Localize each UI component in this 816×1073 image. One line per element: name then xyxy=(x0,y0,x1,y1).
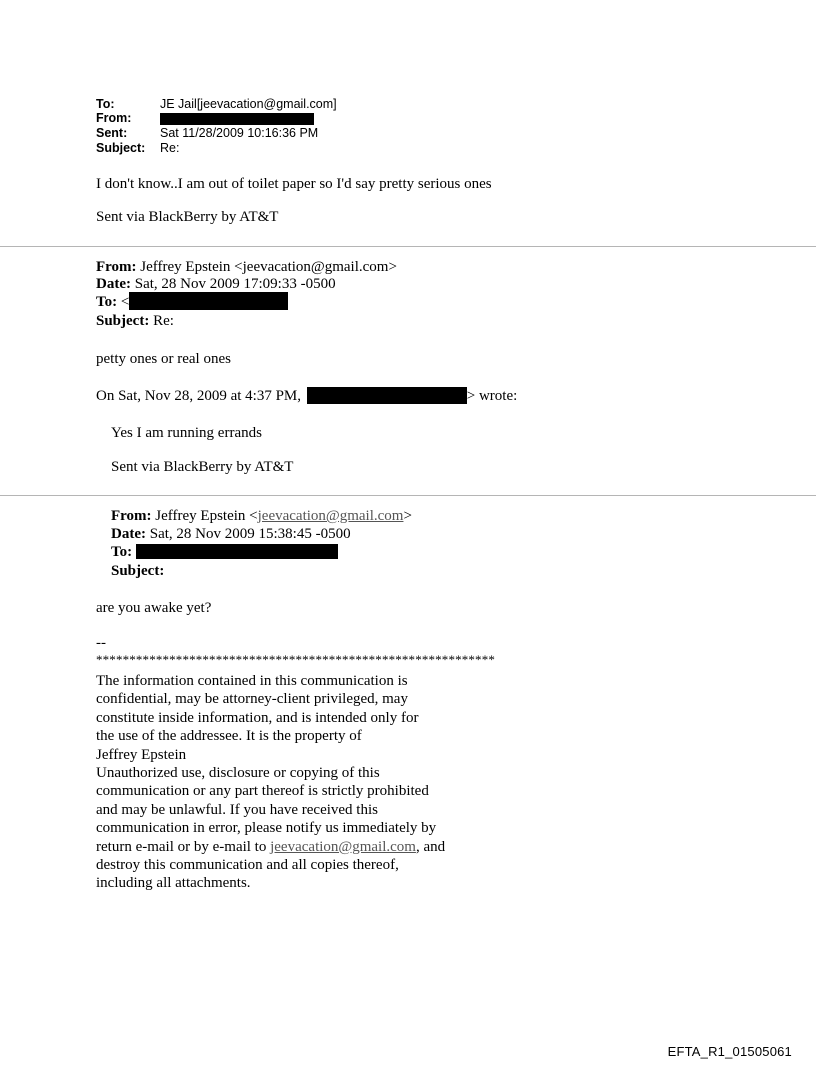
from-close: > xyxy=(403,508,412,524)
date-value: Sat, 28 Nov 2009 15:38:45 -0500 xyxy=(145,526,351,542)
disclaimer-line: the use of the addressee. It is the property of xyxy=(96,728,362,745)
message1-subject-row xyxy=(96,141,179,155)
sent-value: Sat 11/28/2009 10:16:36 PM xyxy=(160,126,319,140)
from-value: Jeffrey Epstein <jeevacation@gmail.com> xyxy=(136,259,397,275)
from-label: From: xyxy=(96,111,132,125)
quoted-body: Yes I am running errands xyxy=(111,425,262,441)
message1-signature: Sent via BlackBerry by AT&T xyxy=(96,209,279,225)
from-label: From: xyxy=(111,508,152,524)
sent-label: Sent: xyxy=(96,126,128,140)
message1-sent-row xyxy=(96,126,318,140)
disclaimer-line: destroy this communication and all copies thereof, xyxy=(96,857,399,874)
message3-body: are you awake yet? xyxy=(96,600,212,616)
signature-stars: ************************************************************ xyxy=(96,652,495,667)
quote-attribution xyxy=(96,387,517,405)
date-value: Sat, 28 Nov 2009 17:09:33 -0500 xyxy=(130,276,336,292)
to-value: JE Jail[jeevacation@gmail.com] xyxy=(160,97,337,111)
message3-date-row xyxy=(111,526,351,542)
message2-to-row xyxy=(96,294,288,310)
disclaimer-line: The information contained in this communication is xyxy=(96,673,408,689)
return-suffix: , and xyxy=(415,838,446,855)
message1-to-row xyxy=(96,97,337,111)
date-label: Date: xyxy=(96,276,131,292)
subject-value: Re: xyxy=(149,313,174,329)
message1-from-row xyxy=(96,111,314,125)
message3-to-row xyxy=(111,544,338,560)
subject-label: Subject: xyxy=(96,313,150,329)
separator-line xyxy=(0,246,816,247)
email-link[interactable]: jeevacation@gmail.com xyxy=(270,838,416,855)
message2-subject-row xyxy=(96,313,174,329)
redaction-box xyxy=(307,387,467,404)
disclaimer-line: Jeffrey Epstein xyxy=(96,746,187,763)
message1-body: I don't know..I am out of toilet paper so I'd say pretty serious ones xyxy=(96,176,492,192)
message2-date-row xyxy=(96,276,336,292)
disclaimer-line: communication or any part thereof is strictly prohibited xyxy=(96,783,429,800)
disclaimer-line: Unauthorized use, disclosure or copying of this xyxy=(96,765,380,782)
subject-value: Re: xyxy=(160,141,180,155)
subject-label: Subject: xyxy=(111,563,165,579)
separator-line xyxy=(0,495,816,496)
to-value: < xyxy=(117,294,130,310)
email-link[interactable]: jeevacation@gmail.com xyxy=(257,508,404,524)
redaction-box xyxy=(160,113,314,125)
disclaimer-line: communication in error, please notify us immediately by xyxy=(96,820,437,837)
document-id: EFTA_R1_01505061 xyxy=(667,1044,792,1059)
from-name: Jeffrey Epstein < xyxy=(151,508,258,524)
disclaimer-line: constitute inside information, and is intended only for xyxy=(96,709,419,726)
to-label: To: xyxy=(96,97,115,111)
message2-body: petty ones or real ones xyxy=(96,351,231,367)
disclaimer-return-line xyxy=(96,838,445,856)
message2-from-row xyxy=(96,259,397,275)
quoted-signature: Sent via BlackBerry by AT&T xyxy=(111,459,294,475)
return-prefix: return e-mail or by e-mail to xyxy=(96,838,271,855)
quote-prefix: On Sat, Nov 28, 2009 at 4:37 PM, xyxy=(96,388,302,404)
message3-from-row xyxy=(111,508,412,524)
to-label: To: xyxy=(111,544,133,560)
quote-suffix: > wrote: xyxy=(466,388,518,404)
signature-dashes: -- xyxy=(96,635,106,651)
redaction-box xyxy=(136,544,338,559)
confidentiality-disclaimer xyxy=(96,672,445,893)
disclaimer-line: confidential, may be attorney-client privileged, may xyxy=(96,691,408,708)
to-label: To: xyxy=(96,294,118,310)
from-label: From: xyxy=(96,259,137,275)
message3-subject-row xyxy=(111,563,164,579)
disclaimer-line: and may be unlawful. If you have received this xyxy=(96,801,378,818)
subject-label: Subject: xyxy=(96,141,146,155)
date-label: Date: xyxy=(111,526,146,542)
redaction-box xyxy=(129,292,288,310)
disclaimer-line: including all attachments. xyxy=(96,875,251,892)
